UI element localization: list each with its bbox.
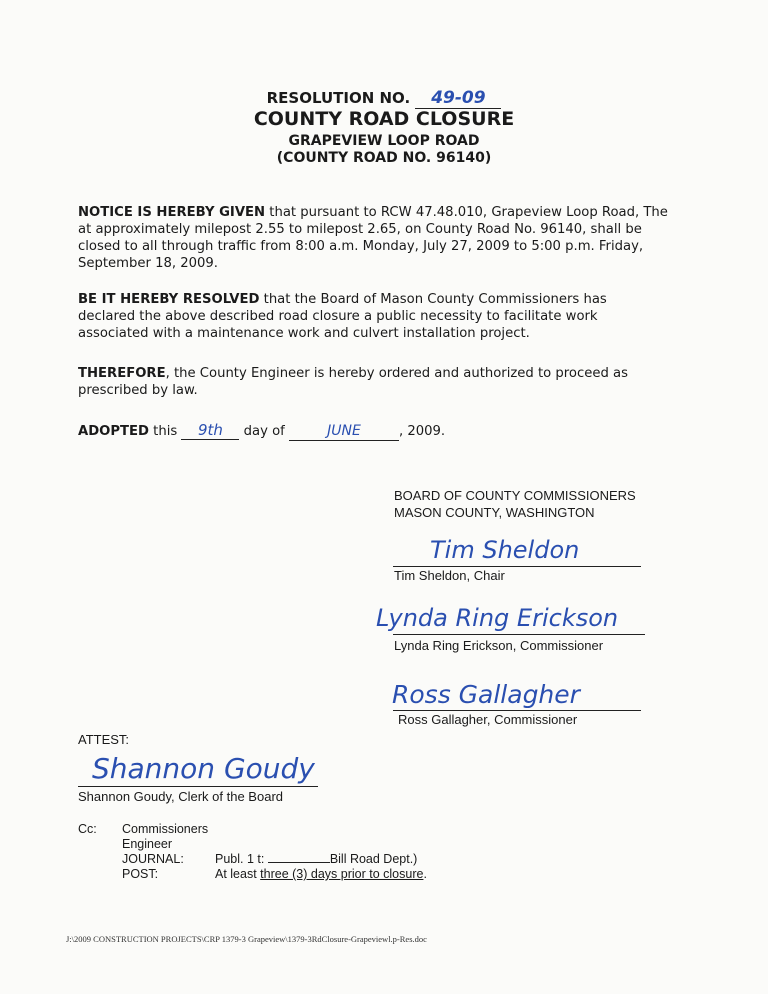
resolution-number: 49-09: [415, 88, 501, 109]
notice-paragraph: [78, 204, 678, 272]
cc-item-commissioners: Commissioners: [122, 822, 209, 836]
signature-line: [393, 566, 641, 567]
road-number: (COUNTY ROAD NO. 96140): [276, 150, 492, 166]
adopted-this: this: [148, 424, 182, 439]
post-text: [215, 867, 427, 882]
cc-label: Cc:: [78, 822, 97, 836]
journal-text-a: Publ. 1 t:: [215, 852, 268, 866]
post-text-underlined: three (3) days prior to closure: [260, 867, 424, 881]
signature-line: [78, 786, 318, 787]
adopted-month: JUNE: [289, 423, 399, 441]
therefore-text: , the County Engineer is hereby ordered and authorized to proceed as prescribed by law.: [78, 366, 628, 398]
adopted-line: [78, 422, 678, 441]
notice-lead: NOTICE IS HEREBY GIVEN: [78, 205, 266, 220]
journal-text: [215, 852, 417, 867]
attest-label: ATTEST:: [78, 732, 130, 747]
post-label: POST:: [122, 867, 159, 881]
cc-item-engineer: Engineer: [122, 837, 173, 851]
adopted-lead: ADOPTED: [78, 424, 149, 439]
signature-gallagher: Ross Gallagher: [392, 680, 580, 709]
notice-text: that pursuant to RCW 47.48.010, Grapeview Loop Road, The at approximately milepost 2.55 to milepost 2.65, on County Road No. 96140, shall be closed to all through traffic from 8:00 a.m. Monday, July 27, 2009 to 5:00 p.m. Friday, September 18, 2009.: [78, 205, 668, 271]
signer-name-gallagher: Ross Gallagher, Commissioner: [398, 712, 578, 727]
road-name: GRAPEVIEW LOOP ROAD: [288, 133, 480, 149]
adopted-year: , 2009.: [398, 424, 446, 439]
attest-name: Shannon Goudy, Clerk of the Board: [78, 789, 283, 804]
adopted-day: 9th: [181, 422, 239, 440]
resolved-lead: BE IT HEREBY RESOLVED: [78, 292, 260, 307]
signature-line: [393, 710, 641, 711]
resolution-number-line: [0, 88, 768, 109]
signature-sheldon: Tim Sheldon: [430, 536, 580, 564]
post-text-b: .: [423, 867, 427, 881]
signer-name-erickson: Lynda Ring Erickson, Commissioner: [394, 638, 604, 653]
signer-name-sheldon: Tim Sheldon, Chair: [394, 568, 505, 583]
journal-text-b: Bill Road Dept.): [329, 852, 418, 866]
signature-goudy: Shannon Goudy: [92, 752, 315, 785]
resolved-text: that the Board of Mason County Commissioners has declared the above described road closure a public necessity to facilitate work associated with a maintenance work and culvert installation project.: [78, 292, 607, 341]
signature-line: [393, 634, 645, 635]
file-path-footer: J:\2009 CONSTRUCTION PROJECTS\CRP 1379-3 Grapeview\1379-3RdClosure-Grapeviewl.p-Res.doc: [66, 934, 427, 944]
signature-erickson: Lynda Ring Erickson: [376, 604, 619, 632]
journal-blank: [268, 862, 330, 863]
journal-label: JOURNAL:: [122, 852, 184, 866]
adopted-day-of: day of: [239, 424, 289, 439]
board-line-1: BOARD OF COUNTY COMMISSIONERS: [394, 488, 636, 503]
resolution-label: RESOLUTION NO.: [266, 89, 411, 107]
post-text-a: At least: [215, 867, 261, 881]
resolved-paragraph: [78, 291, 638, 342]
board-line-2: MASON COUNTY, WASHINGTON: [394, 505, 595, 520]
therefore-paragraph: [78, 365, 648, 399]
page-title: COUNTY ROAD CLOSURE: [253, 108, 515, 130]
therefore-lead: THEREFORE: [78, 366, 166, 381]
